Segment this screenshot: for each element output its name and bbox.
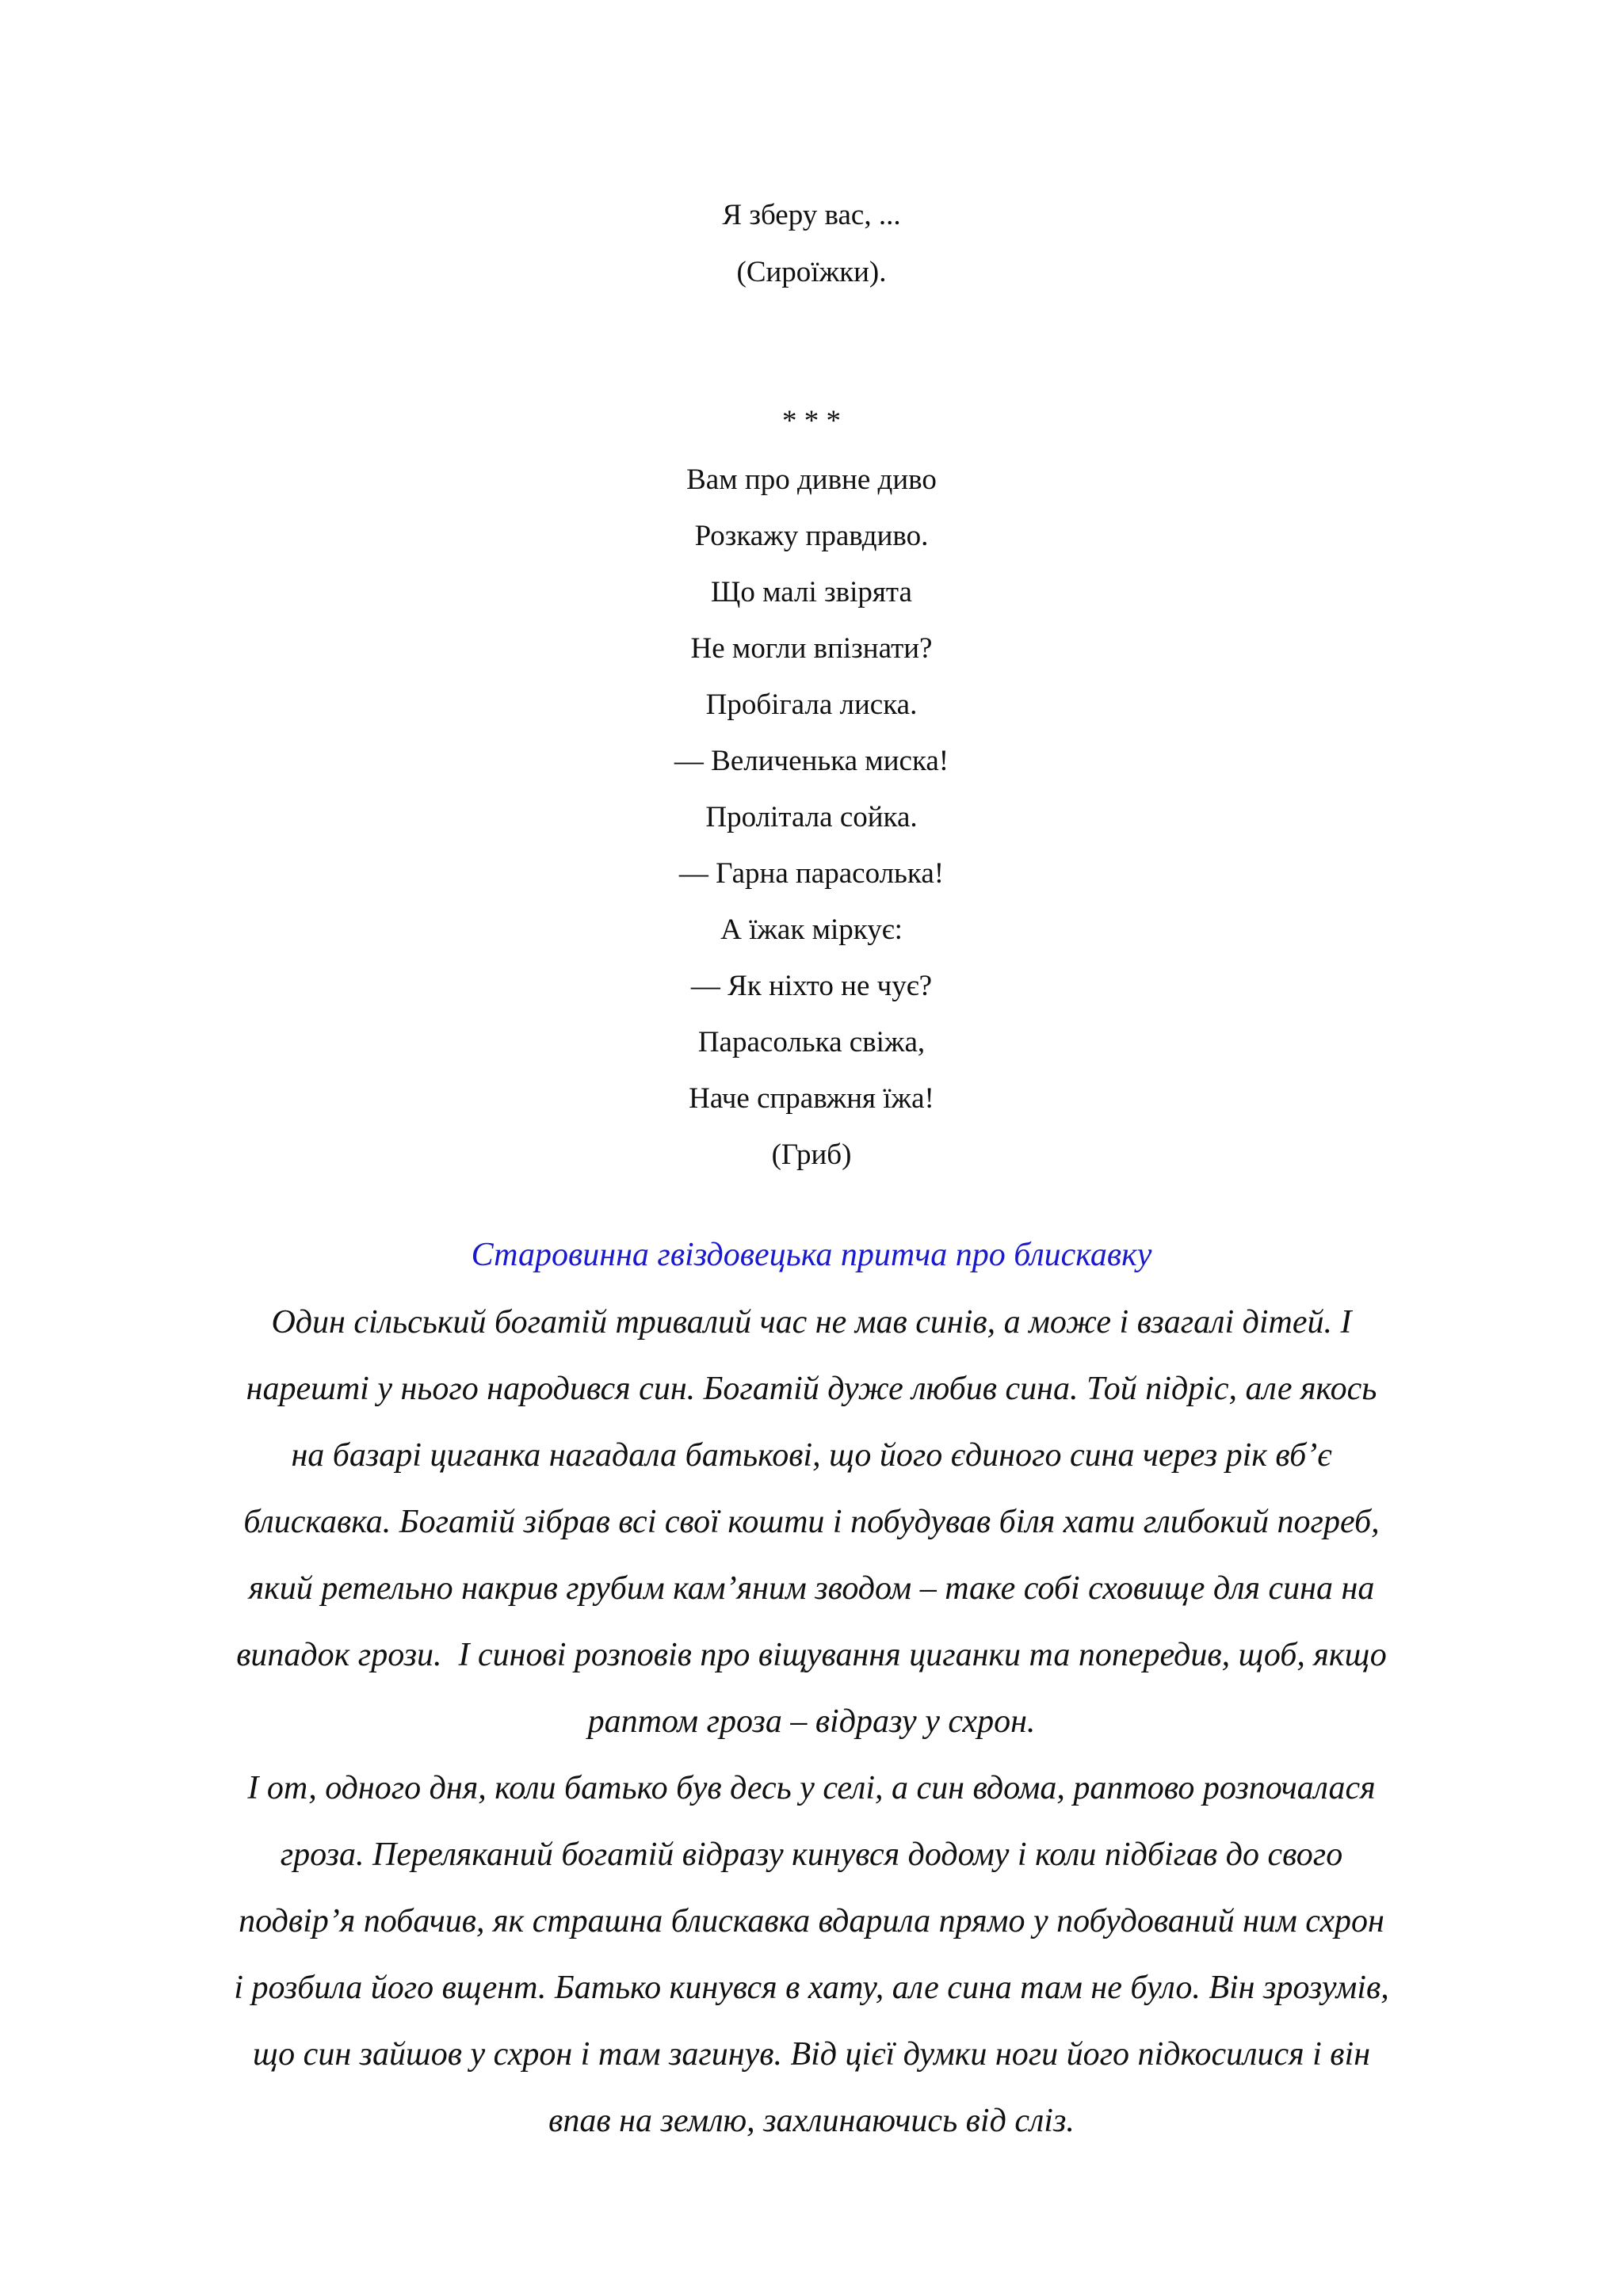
riddle-two-answer: (Гриб): [771, 1138, 852, 1171]
parable-line: на базарі циганка нагадала батькові, що його єдиного сина через рік вб’є: [291, 1437, 1332, 1474]
parable-line: що син зайшов у схрон і там загинув. Від цієї думки ноги його підкосилися і він: [252, 2036, 1371, 2073]
parable-title: Старовинна гвіздовецька притча про блискавку: [471, 1237, 1152, 1273]
parable-line: впав на землю, захлинаючись від сліз.: [548, 2103, 1075, 2139]
riddle-two-line: Не могли впізнати?: [690, 632, 933, 665]
parable-line: раптом гроза – відразу у схрон.: [587, 1703, 1036, 1740]
section-separator: * * *: [782, 405, 841, 437]
parable-line: випадок грози. І синові розповів про віщування циганки та попередив, щоб, якщо: [236, 1637, 1387, 1673]
riddle-two-line: — Величенька миска!: [674, 745, 949, 777]
riddle-one-line: Я зберу вас, ...: [722, 199, 901, 231]
riddle-two-line: Розкажу правдиво.: [694, 520, 929, 552]
parable-line: І от, одного дня, коли батько був десь у селі, а син вдома, раптово розпочалася: [247, 1770, 1376, 1806]
parable-line: подвір’я побачив, як страшна блискавка вдарила прямо у побудований ним схрон: [239, 1903, 1384, 1939]
parable-line: який ретельно накрив грубим кам’яним зводом – таке собі сховище для сина на: [248, 1570, 1375, 1607]
parable-line: Один сільський богатій тривалий час не мав синів, а може і взагалі дітей. І: [271, 1304, 1352, 1341]
riddle-two-line: Парасолька свіжа,: [697, 1026, 926, 1058]
parable-line: нарешті у нього народився син. Богатій дуже любив сина. Той підріс, але якось: [246, 1371, 1377, 1407]
riddle-two-line: А їжак міркує:: [720, 913, 903, 946]
riddle-two-line: — Гарна парасолька!: [678, 857, 945, 890]
riddle-two-line: Що малі звірята: [711, 576, 912, 608]
riddle-two-line: Вам про дивне диво: [686, 463, 937, 496]
riddle-two-line: Наче справжня їжа!: [689, 1082, 934, 1115]
parable-line: гроза. Переляканий богатій відразу кинувся додому і коли підбігав до свого: [280, 1836, 1343, 1873]
riddle-two-line: Пролітала сойка.: [705, 801, 918, 833]
parable-line: і розбила його вщент. Батько кинувся в хату, але сина там не було. Він зрозумів,: [234, 1970, 1389, 2006]
riddle-two-line: Пробігала лиска.: [705, 688, 918, 721]
riddle-two-line: — Як ніхто не чує?: [690, 970, 933, 1002]
riddle-one-answer: (Сироїжки).: [736, 256, 887, 288]
parable-line: блискавка. Богатій зібрав всі свої кошти і побудував біля хати глибокий погреб,: [243, 1504, 1380, 1540]
